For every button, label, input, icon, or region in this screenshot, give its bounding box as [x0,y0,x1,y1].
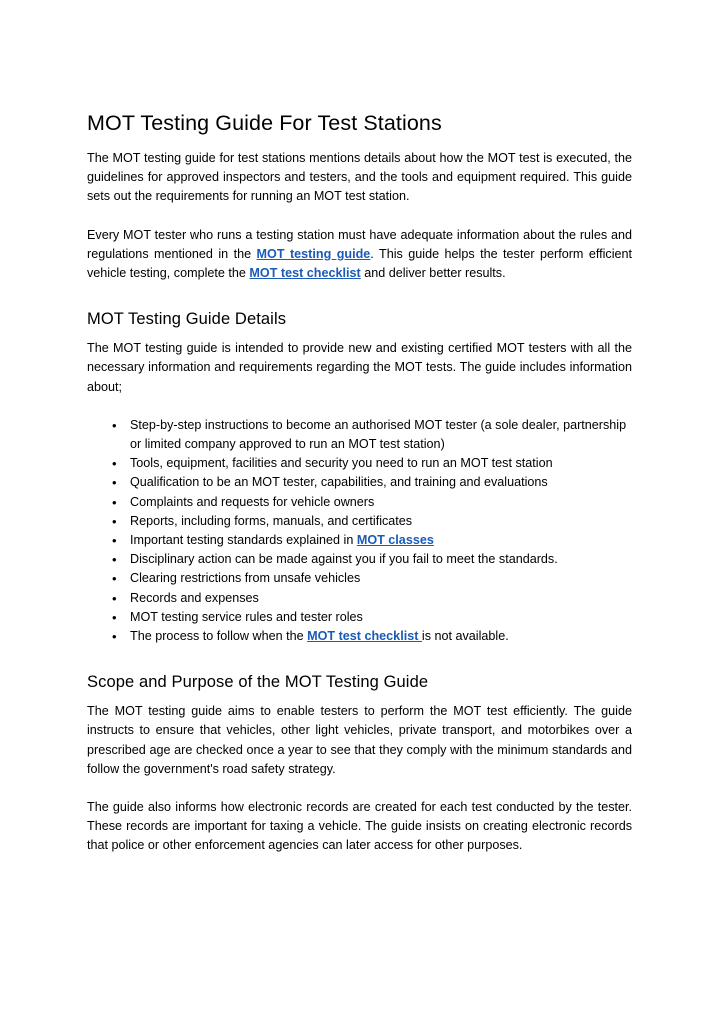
document-content [87,110,632,856]
list-item-label: Step-by-step instructions to become an authorised MOT tester (a sole dealer, partnership or limited company approved to run an MOT test station) [130,417,627,452]
list-item [87,569,632,588]
intro-paragraph-1: The MOT testing guide for test stations mentions details about how the MOT test is executed, the guidelines for approved inspectors and testers, and the tools and equipment required. This guide sets out the requirements for running an MOT test station. [87,151,632,204]
intro-paragraph-2-text-after-link-2: and deliver better results. [360,266,506,281]
section-heading-details: MOT Testing Guide Details [87,310,287,329]
list-item-label: Records and expenses [130,590,259,605]
list-item-label: MOT testing service rules and tester roles [130,609,363,624]
details-bullet-list [87,416,632,646]
list-item [87,550,632,569]
link-mot-test-checklist-list[interactable]: MOT test checklist [307,629,422,644]
link-mot-testing-guide[interactable]: MOT testing guide [256,246,371,261]
link-mot-classes[interactable]: MOT classes [356,533,434,548]
intro-paragraph-2-text-before-link-1: Every MOT tester who runs a testing station must have adequate information about the rules and regulations mentioned in the [87,227,632,261]
list-item-label: Qualification to be an MOT tester, capabilities, and training and evaluations [130,475,548,490]
intro-paragraph-2-text-between-links: . This guide helps the tester perform efficient vehicle testing, complete the [87,246,633,281]
list-item [87,416,632,454]
section-heading-scope: Scope and Purpose of the MOT Testing Guide [87,673,429,692]
list-item-label: The process to follow when the [130,629,308,644]
list-item [87,454,632,473]
list-item-label: Complaints and requests for vehicle owners [130,494,375,509]
list-item-label: Reports, including forms, manuals, and certificates [130,513,413,528]
details-paragraph: The MOT testing guide is intended to provide new and existing certified MOT testers with all the necessary information and requirements regarding the MOT tests. The guide includes information about; [87,341,632,394]
list-item [87,627,632,646]
list-item-label: Important testing standards explained in [130,533,357,548]
list-item [87,493,632,512]
list-item [87,608,632,627]
list-item-label-suffix: is not available. [421,629,509,644]
list-item [87,589,632,608]
scope-paragraph-1: The MOT testing guide aims to enable testers to perform the MOT test efficiently. The guide instructs to ensure that vehicles, other light vehicles, private transport, and motorbikes over a prescribed age are checked once a year to see that they comply with the minimum standards and follow the government's road safety strategy. [87,704,632,776]
list-item [87,512,632,531]
link-mot-test-checklist[interactable]: MOT test checklist [249,266,361,281]
list-item-label: Tools, equipment, facilities and security you need to run an MOT test station [130,456,553,471]
list-item-label: Disciplinary action can be made against you if you fail to meet the standards. [130,552,558,567]
list-item-label: Clearing restrictions from unsafe vehicles [130,571,361,586]
intro-paragraph-2 [87,226,632,284]
list-item [87,531,632,550]
scope-paragraph-2: The guide also informs how electronic records are created for each test conducted by the tester. These records are important for taxing a vehicle. The guide insists on creating electronic records that police or other enforcement agencies can later access for other purposes. [87,800,632,853]
list-item [87,473,632,492]
page-title: MOT Testing Guide For Test Stations [87,111,442,135]
